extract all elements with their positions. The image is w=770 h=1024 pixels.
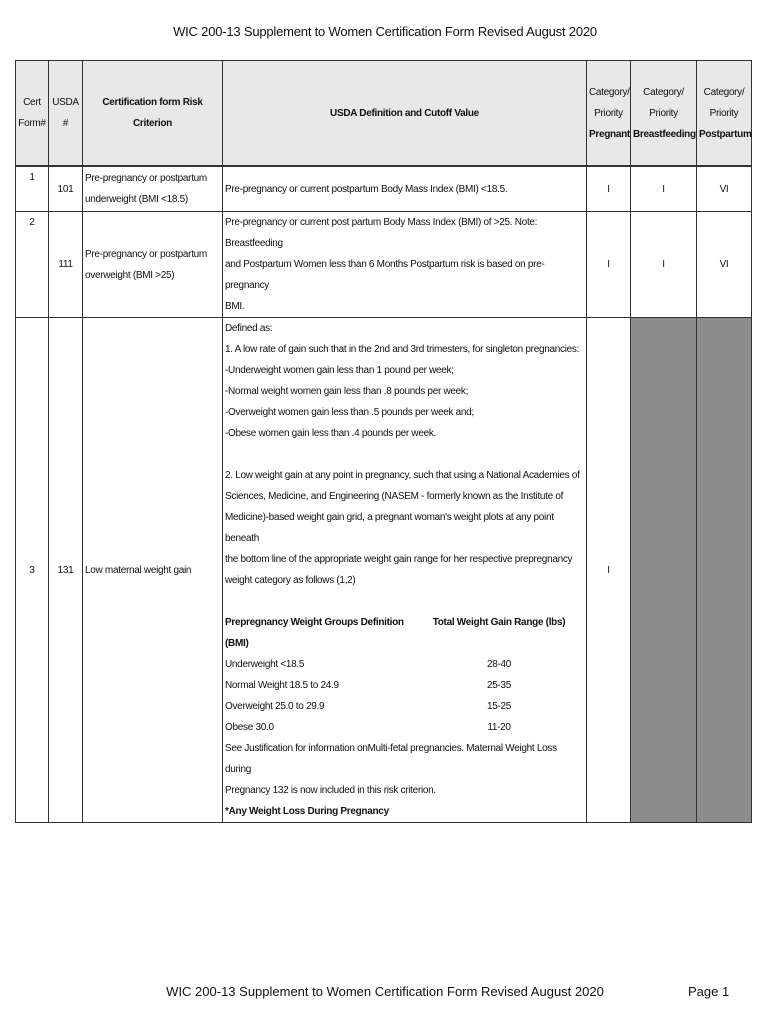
header-category-label: Category/ (703, 86, 745, 98)
header-form-label: Form# (18, 118, 46, 129)
justification-note: See Justification for information onMulti-fetal pregnancies. Maternal Weight Loss during (225, 743, 557, 775)
priority-breastfeeding-shaded (631, 318, 697, 823)
criterion-line: overweight (BMI >25) (85, 269, 175, 281)
usda-definition (223, 318, 587, 823)
definition-line: the bottom line of the appropriate weight gain range for her respective prepregnancy (225, 554, 573, 565)
definition-line: Pre-pregnancy or current post partum Body Mass Index (BMI) of >25. Note: Breastfeeding (225, 217, 538, 249)
usda-definition: Pre-pregnancy or current postpartum Body Mass Index (BMI) <18.5. (223, 166, 587, 212)
definition-line: BMI. (225, 301, 245, 312)
weight-gain-header: Total Weight Gain Range (lbs) (432, 617, 566, 628)
criterion-line: Pre-pregnancy or postpartum (85, 173, 207, 184)
definition-line: weight category as follows (1,2) (225, 575, 356, 586)
priority-pregnant: I (587, 166, 631, 212)
definition-line: Sciences, Medicine, and Engineering (NASEM - formerly known as the Institute of (225, 491, 564, 502)
page-number: Page 1 (688, 984, 730, 999)
bmi-group: Underweight <18.5 (225, 659, 305, 670)
cert-form-number: 3 (16, 318, 49, 823)
bmi-table-row (225, 717, 584, 738)
table-row (16, 212, 752, 318)
bmi-table-row (225, 675, 584, 696)
risk-criterion: Low maternal weight gain (83, 318, 223, 823)
header-breastfeeding-label: Breastfeeding (633, 128, 696, 140)
header-category-label: Category/ (643, 86, 684, 98)
definition-line: 2. Low weight gain at any point in pregnancy, such that using a National Academies of (225, 470, 580, 481)
header-priority-label: Priority (594, 107, 623, 119)
header-usda-definition: USDA Definition and Cutoff Value (223, 61, 587, 167)
bmi-group-header: Prepregnancy Weight Groups Definition (BMI) (225, 617, 404, 649)
definition-line: -Obese women gain less than .4 pounds per week. (225, 428, 437, 439)
definition-line: Defined as: (225, 323, 273, 334)
cert-form-number: 1 (16, 166, 49, 212)
definition-line: and Postpartum Women less than 6 Months Postpartum risk is based on pre-pregnancy (225, 259, 545, 291)
priority-breastfeeding: I (631, 212, 697, 318)
usda-number: 131 (49, 318, 83, 823)
weight-gain-range: 11-20 (487, 722, 511, 733)
header-cert-form (16, 61, 49, 167)
criterion-line: Pre-pregnancy or postpartum (85, 248, 207, 260)
header-usda-number: USDA # (49, 61, 83, 167)
header-cert-label: Cert (23, 97, 41, 108)
header-postpartum-label: Postpartum (699, 128, 752, 140)
risk-criterion (83, 212, 223, 318)
definition-line (225, 444, 584, 465)
risk-criterion (83, 166, 223, 212)
priority-postpartum-shaded (697, 318, 752, 823)
bmi-table-row (225, 654, 584, 675)
header-category-pregnant (587, 61, 631, 167)
header-category-label: Category/ (589, 86, 630, 98)
priority-postpartum: VI (697, 212, 752, 318)
weight-gain-range: 25-35 (486, 680, 512, 691)
footer-title: WIC 200-13 Supplement to Women Certification Form Revised August 2020 (166, 984, 604, 999)
table-header-row (16, 61, 752, 167)
table-row (16, 166, 752, 212)
priority-pregnant: I (587, 212, 631, 318)
definition-line (225, 591, 584, 612)
header-priority-label: Priority (709, 107, 739, 119)
header-risk-criterion: Certification form Risk Criterion (83, 61, 223, 167)
bmi-group: Normal Weight 18.5 to 24.9 (225, 680, 339, 691)
bmi-group: Obese 30.0 (225, 722, 274, 733)
justification-note: Pregnancy 132 is now included in this risk criterion. (225, 785, 436, 796)
usda-number: 111 (49, 212, 83, 318)
table-row (16, 318, 752, 823)
criterion-line: underweight (BMI <18.5) (85, 194, 188, 205)
usda-number: 101 (49, 166, 83, 212)
weight-gain-range: 28-40 (486, 659, 512, 670)
priority-breastfeeding: I (631, 166, 697, 212)
risk-criteria-table (15, 60, 752, 823)
priority-postpartum: VI (697, 166, 752, 212)
definition-line: -Underweight women gain less than 1 pound per week; (225, 365, 454, 376)
definition-line: -Overweight women gain less than .5 pounds per week and; (225, 407, 474, 418)
weight-gain-range: 15-25 (486, 701, 512, 712)
usda-definition (223, 212, 587, 318)
header-pregnant-label: Pregnant (589, 128, 630, 140)
header-priority-label: Priority (649, 107, 678, 119)
definition-line: Medicine)-based weight gain grid, a pregnant woman's weight plots at any point beneath (225, 512, 554, 544)
header-category-postpartum (697, 61, 752, 167)
weight-loss-note: *Any Weight Loss During Pregnancy (225, 806, 389, 817)
header-category-breastfeeding (631, 61, 697, 167)
bmi-table-header (225, 612, 584, 654)
bmi-table-row (225, 696, 584, 717)
document-title: WIC 200-13 Supplement to Women Certification Form Revised August 2020 (173, 24, 597, 39)
definition-line: -Normal weight women gain less than .8 pounds per week; (225, 386, 469, 397)
priority-pregnant: I (587, 318, 631, 823)
bmi-group: Overweight 25.0 to 29.9 (225, 701, 325, 712)
definition-line: 1. A low rate of gain such that in the 2nd and 3rd trimesters, for singleton pregnancies: (225, 344, 580, 355)
cert-form-number: 2 (16, 212, 49, 318)
